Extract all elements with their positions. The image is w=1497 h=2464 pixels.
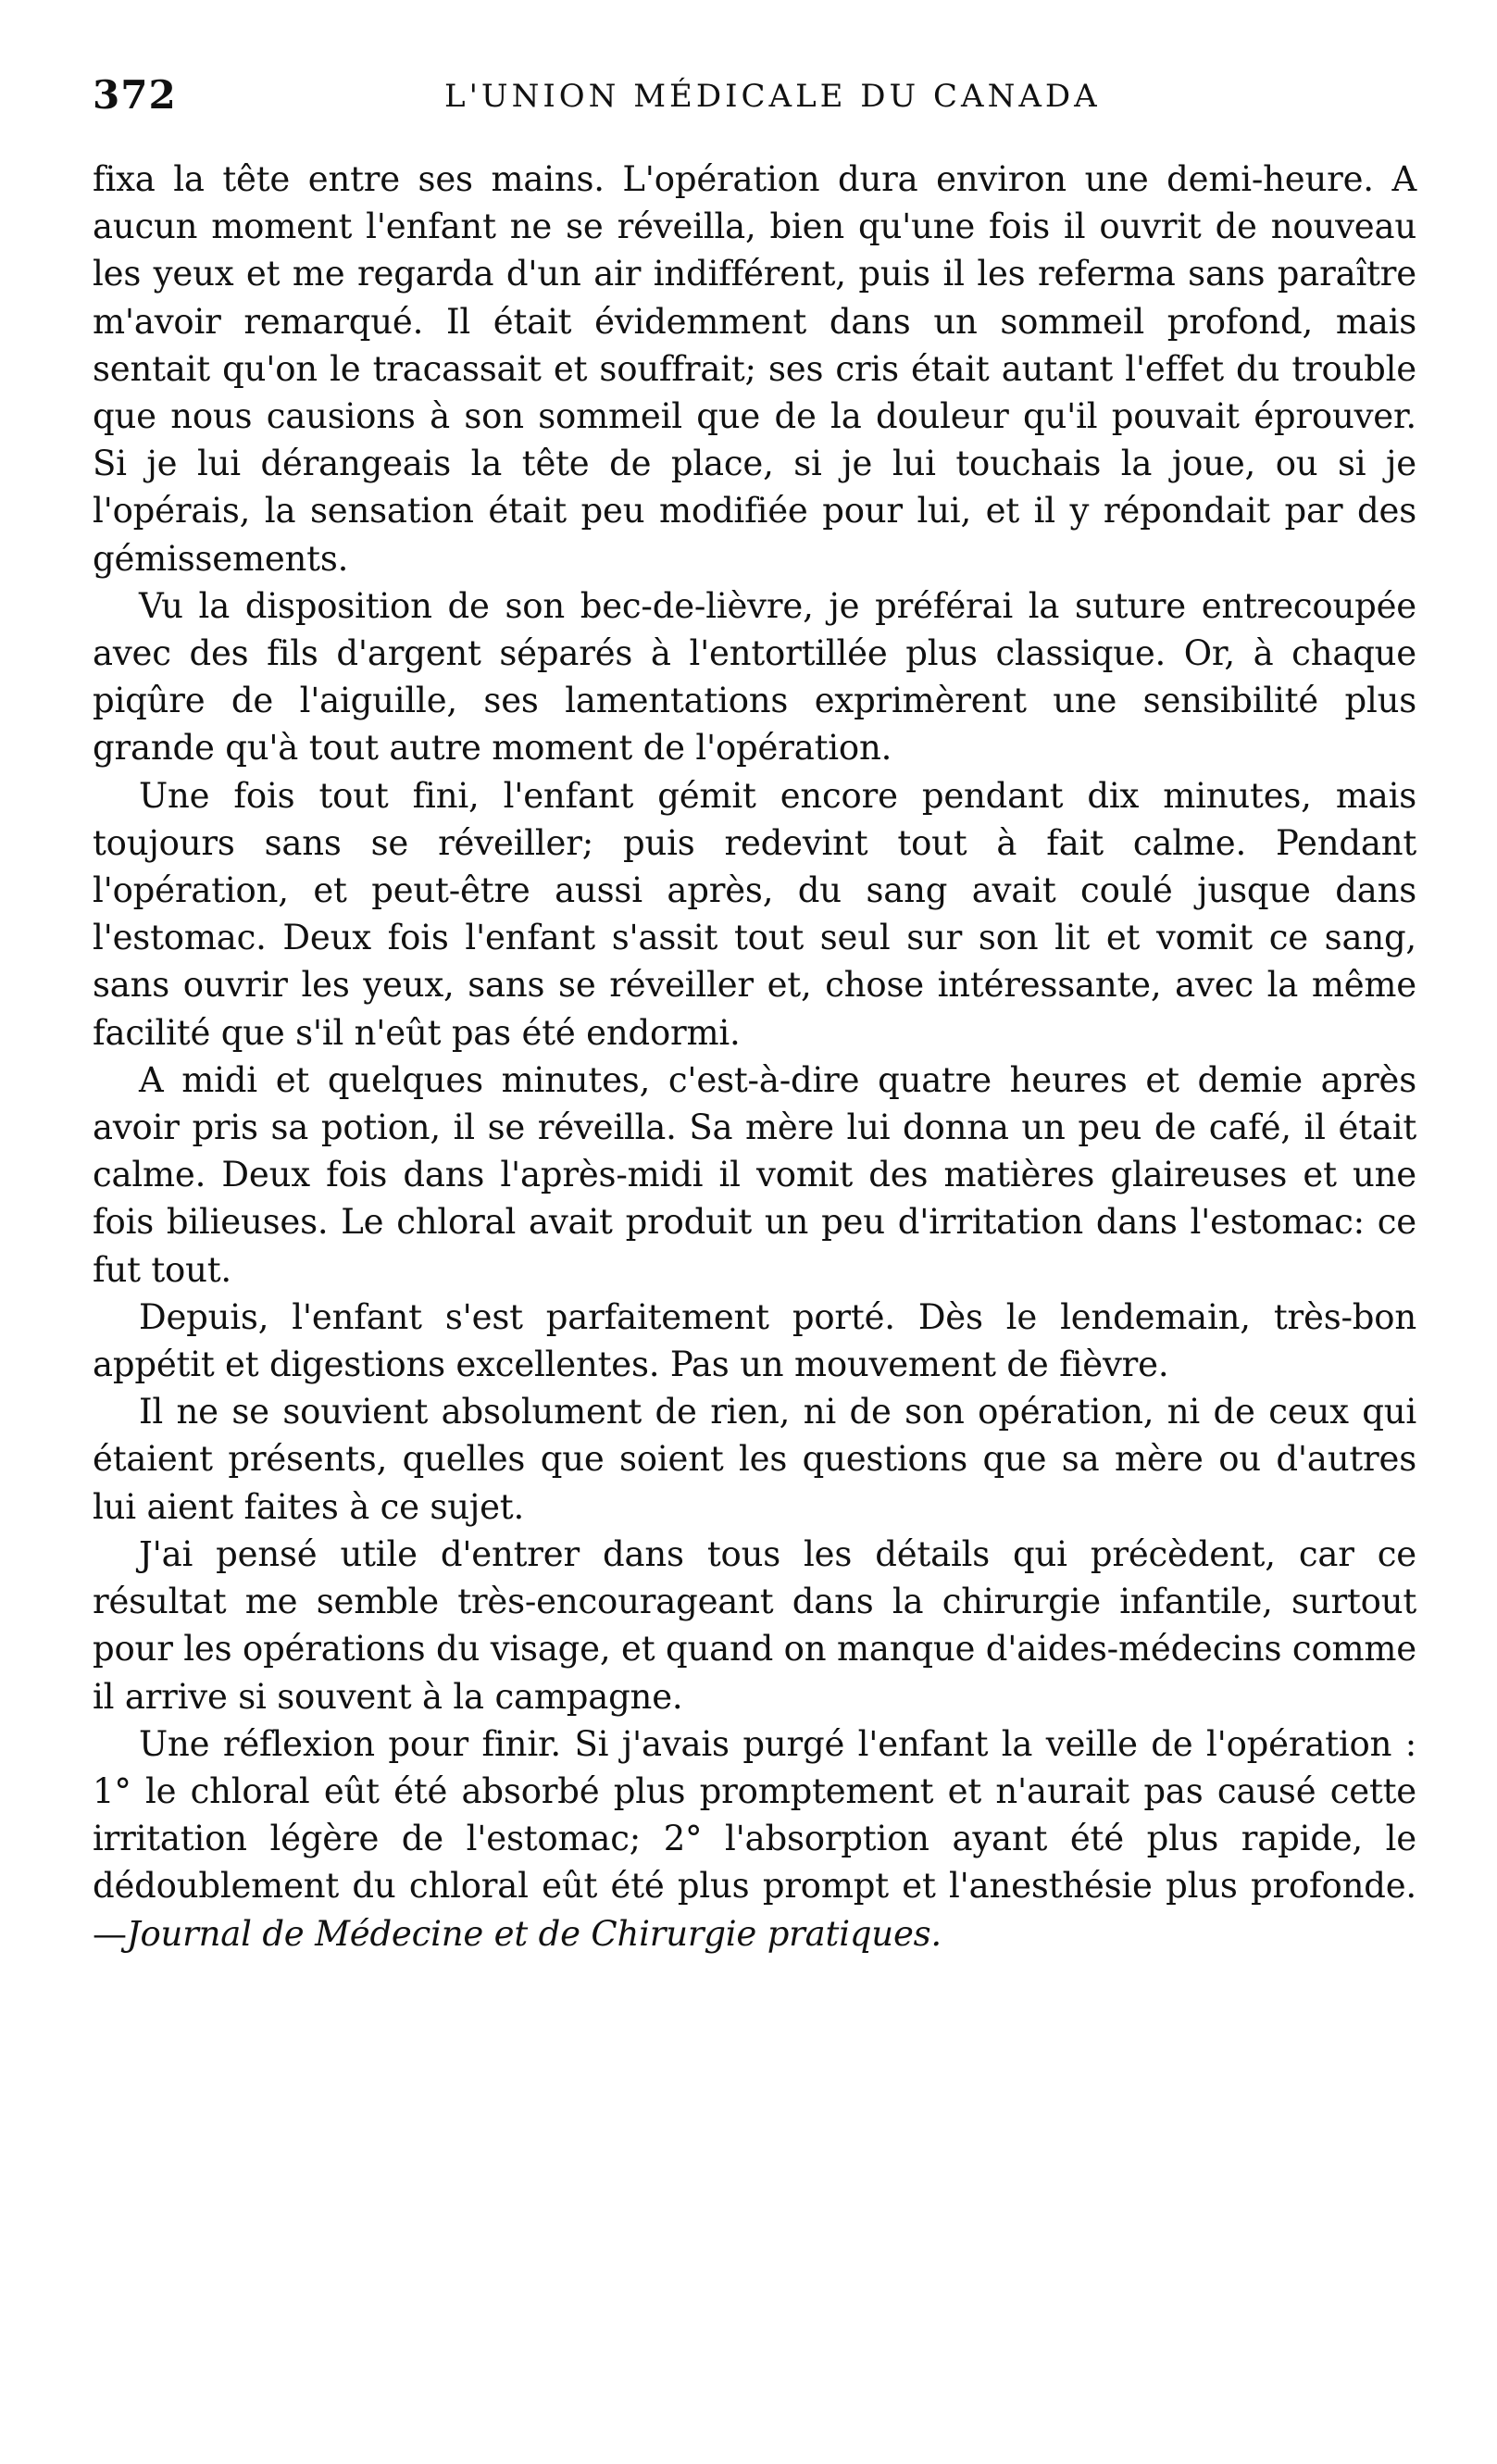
paragraph-2: Vu la disposition de son bec-de-lièvre, je préférai la suture entrecoupée avec des fils d'argent séparés à l'entortillée plus classique. Or, à chaque piqûre de l'aiguille, ses lamentations exprimèrent une sensibilité plus grande qu'à tout autre moment de l'opération. bbox=[93, 585, 1416, 769]
source-citation: Journal de Médecine et de Chirurgie pratiques. bbox=[126, 1913, 942, 1954]
page-header bbox=[93, 72, 1416, 128]
paragraph-3: Une fois tout fini, l'enfant gémit encore pendant dix minutes, mais toujours sans se réveiller; puis redevint tout à fait calme. Pendant l'opération, et peut-être aussi après, du sang avait coulé jusque dans l'estomac. Deux fois l'enfant s'assit tout seul sur son lit et vomit ce sang, sans ouvrir les yeux, sans se réveiller et, chose intéressante, avec la même facilité que s'il n'eût pas été endormi. bbox=[93, 775, 1416, 1053]
paragraph-7: J'ai pensé utile d'entrer dans tous les détails qui précèdent, car ce résultat me semble très-encourageant dans la chirurgie infantile, surtout pour les opérations du visage, et quand on manque d'aides-médecins comme il arrive si souvent à la campagne. bbox=[93, 1533, 1416, 1717]
paragraph-8 bbox=[93, 1720, 1416, 1957]
article-body bbox=[93, 156, 1416, 1957]
paragraph-5: Depuis, l'enfant s'est parfaitement porté. Dès le lendemain, très-bon appétit et digestions excellentes. Pas un mouvement de fièvre. bbox=[93, 1296, 1416, 1385]
paragraph-8-text: Une réflexion pour finir. Si j'avais purgé l'enfant la veille de l'opération : 1° le chloral eût été absorbé plus promptement et n'aurait pas causé cette irritation légère de l'estomac; 2° l'absorption ayant été plus rapide, le dédoublement du chloral eût été plus prompt et l'anesthésie plus profonde.— bbox=[93, 1723, 1416, 1954]
running-title: L'UNION MÉDICALE DU CANADA bbox=[444, 78, 1101, 115]
paragraph-1: fixa la tête entre ses mains. L'opération dura environ une demi-heure. A aucun moment l'enfant ne se réveilla, bien qu'une fois il ouvrit de nouveau les yeux et me regarda d'un air indifférent, puis il les referma sans paraître m'avoir remarqué. Il était évidemment dans un sommeil profond, mais sentait qu'on le tracassait et souffrait; ses cris était autant l'effet du trouble que nous causions à son sommeil que de la douleur qu'il pouvait éprouver. Si je lui dérangeais la tête de place, si je lui touchais la joue, ou si je l'opérais, la sensation était peu modifiée pour lui, et il y répondait par des gémissements. bbox=[93, 159, 1416, 579]
paragraph-6: Il ne se souvient absolument de rien, ni de son opération, ni de ceux qui étaient présents, quelles que soient les questions que sa mère ou d'autres lui aient faites à ce sujet. bbox=[93, 1392, 1416, 1527]
page bbox=[93, 72, 1416, 1957]
page-number: 372 bbox=[93, 72, 177, 118]
paragraph-4: A midi et quelques minutes, c'est-à-dire quatre heures et demie après avoir pris sa potion, il se réveilla. Sa mère lui donna un peu de café, il était calme. Deux fois dans l'après-midi il vomit des matières glaireuses et une fois bilieuses. Le chloral avait produit un peu d'irritation dans l'estomac: ce fut tout. bbox=[93, 1059, 1416, 1290]
